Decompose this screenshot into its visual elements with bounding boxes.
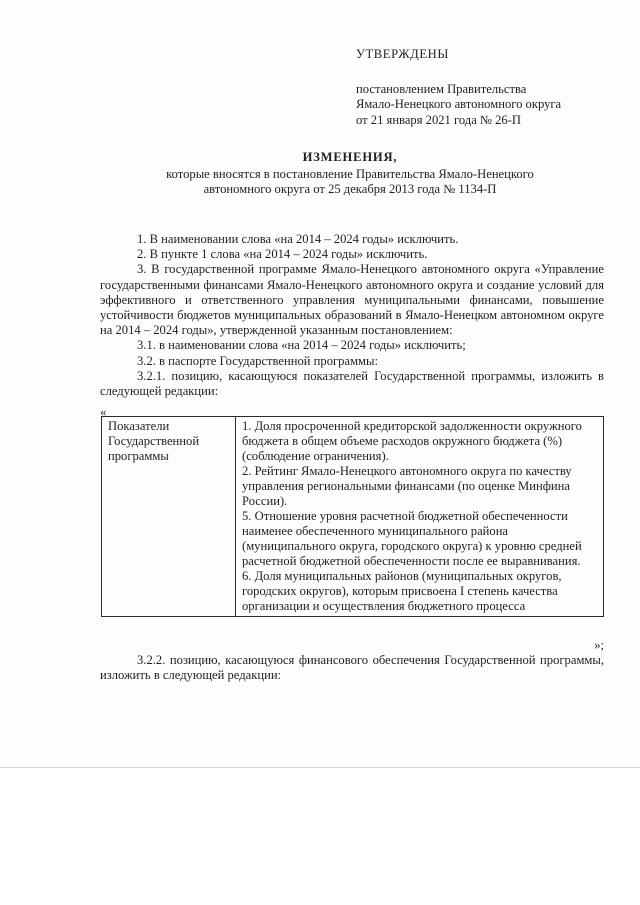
approval-line: постановлением Правительства [356, 82, 527, 97]
paragraph-2: 2. В пункте 1 слова «на 2014 – 2024 годы» исключить. [137, 247, 428, 262]
document-body [100, 232, 604, 399]
document-title [100, 150, 600, 198]
title-subtitle-line: которые вносятся в постановление Правительства Ямало-Ненецкого [166, 167, 534, 182]
title-main: ИЗМЕНЕНИЯ, [302, 150, 398, 164]
indicator-item: 2. Рейтинг Ямало-Ненецкого автономного округа по качеству управления региональными финансами (по оценке Минфина России). [242, 464, 572, 508]
paragraph-3-2: 3.2. в паспорте Государственной программы: [137, 353, 378, 368]
paragraph-3-1: 3.1. в наименовании слова «на 2014 – 2024 годы» исключить; [137, 338, 466, 353]
paragraph-1: 1. В наименовании слова «на 2014 – 2024 годы» исключить. [137, 232, 459, 246]
title-subtitle-line: автономного округа от 25 декабря 2013 года № 1134-П [203, 182, 497, 197]
indicator-item: 6. Доля муниципальных районов (муниципальных округов, городских округов), которым присвоена I степень качества организации и осуществления бюджетного процесса [242, 569, 562, 613]
table-row [102, 417, 604, 617]
indicator-item: 1. Доля просроченной кредиторской задолженности окружного бюджета в общем объеме расходов окружного бюджета (%) (соблюдение ограничения). [242, 419, 582, 463]
quote-close: »; [594, 638, 604, 652]
paragraph-3-2-1: 3.2.1. позицию, касающуюся показателей Государственной программы, изложить в следующей редакции: [100, 368, 604, 399]
blank-margin [0, 768, 640, 905]
table-left-cell: Показатели Государственной программы [102, 417, 236, 617]
indicator-item: 5. Отношение уровня расчетной бюджетной обеспеченности наименее обеспеченного муниципального района (муниципального округа, городского округа) к уровню средней расчетной бюджетной обеспеченности после ее выравнивания. [242, 509, 582, 568]
approval-heading: УТВЕРЖДЕНЫ [356, 47, 449, 61]
approval-stamp [356, 47, 626, 128]
approval-line: Ямало-Ненецкого автономного округа [356, 97, 562, 112]
paragraph-3-2-2: 3.2.2. позицию, касающуюся финансового обеспечения Государственной программы, изложить в следующей редакции: [100, 653, 604, 683]
indicators-table [101, 416, 604, 617]
document-body-continued [100, 653, 604, 683]
table-right-cell [236, 417, 604, 617]
paragraph-3: 3. В государственной программе Ямало-Ненецкого автономного округа «Управление государственными финансами Ямало-Ненецкого автономного округа и создание условий для эффективного и ответственного управления муниципальными финансами, повышение устойчивости бюджетов муниципальных образований в Ямало-Ненецком автономном округе на 2014 – 2024 годы», утвержденной указанным постановлением: [100, 262, 604, 338]
quote-open: « [100, 405, 107, 419]
approval-line: от 21 января 2021 года № 26-П [356, 112, 521, 127]
